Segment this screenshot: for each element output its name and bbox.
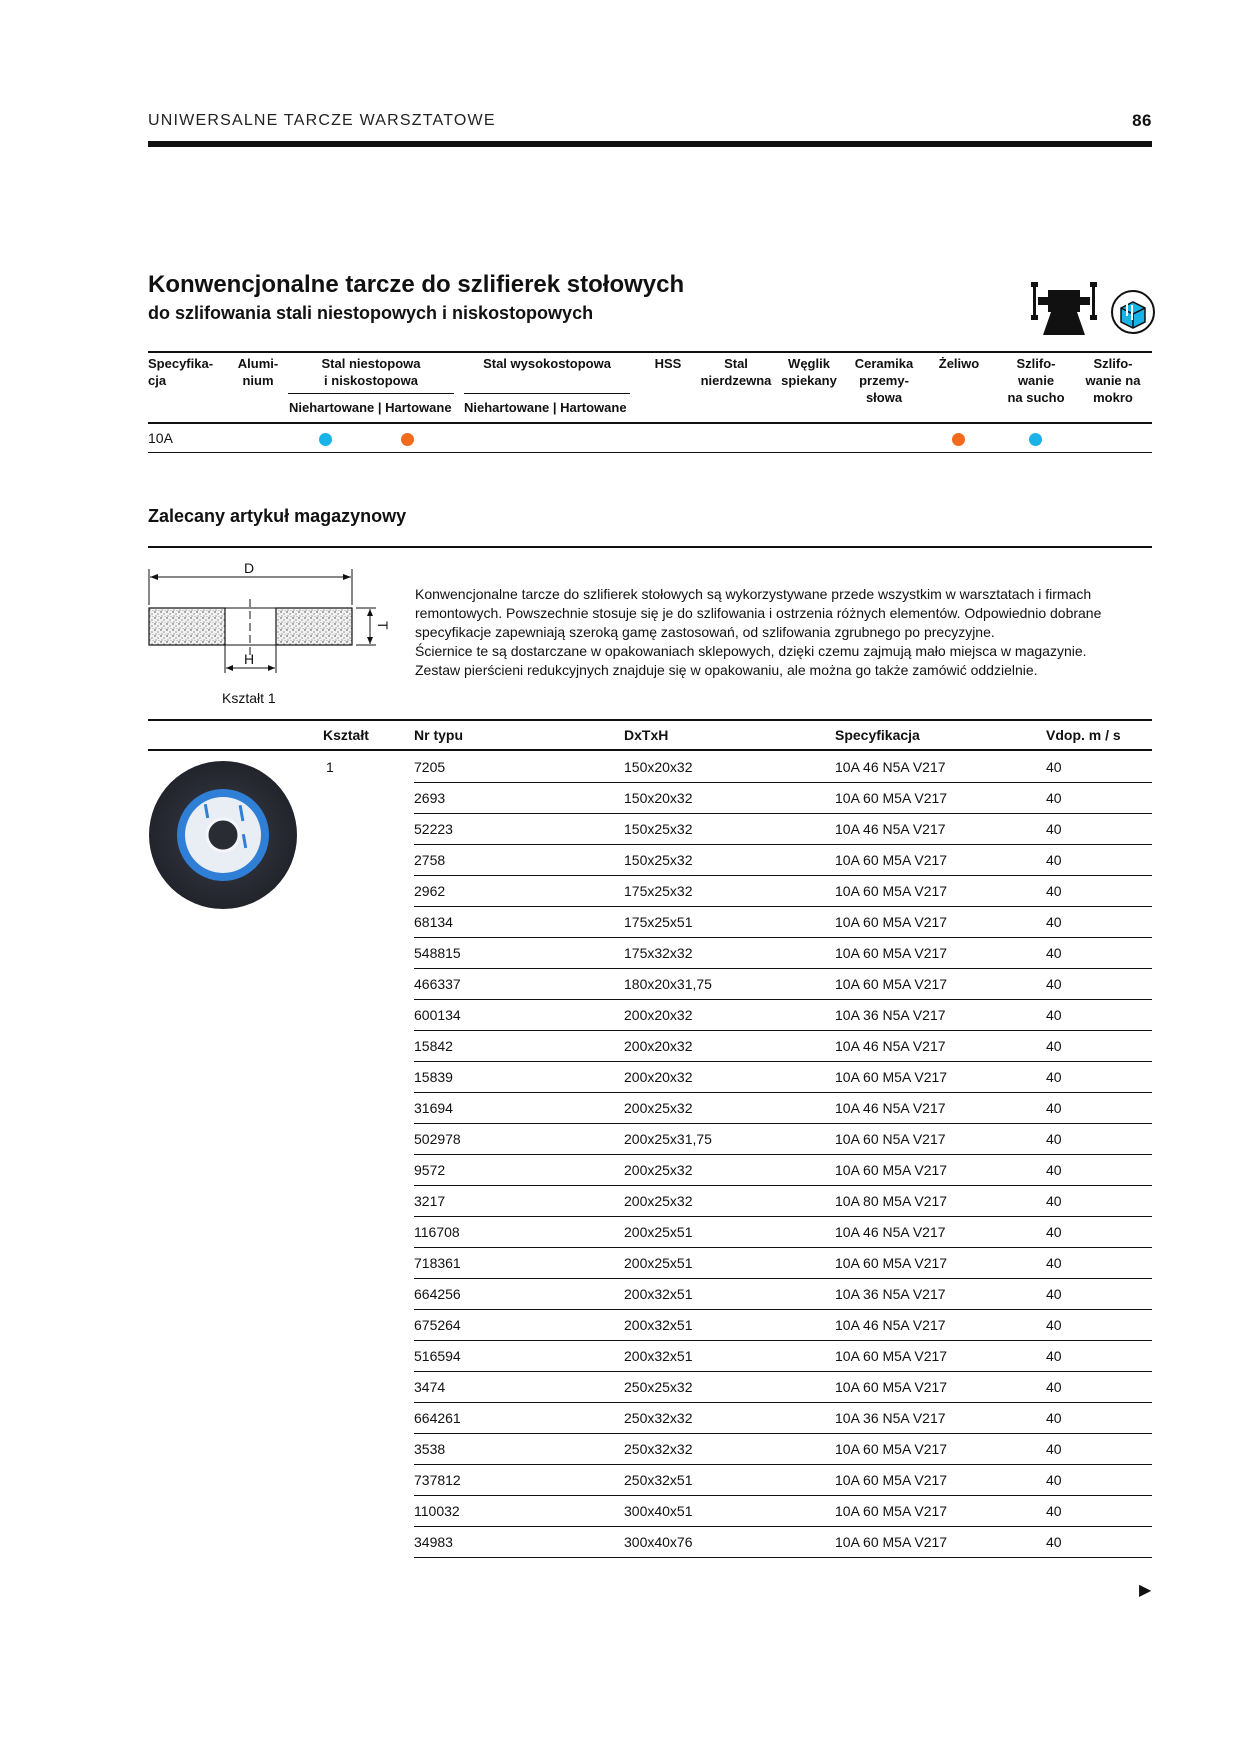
sub-header-rule [464,393,630,394]
header-szlifowanie-mokro: Szlifo- wanie na mokro [1085,356,1141,405]
cell-max-speed: 40 [1046,1255,1062,1271]
header-zeliwo: Żeliwo [938,356,980,371]
sub-header-wysokostopowa: Niehartowane | Hartowane [464,400,627,415]
page-header [148,112,1152,142]
cell-specification: 10A 60 M5A V217 [835,1534,948,1550]
sub-header-rule [288,393,454,394]
cell-specification: 10A 46 N5A V217 [835,1038,946,1054]
table-row [414,1340,1152,1372]
cell-dimensions: 150x20x32 [624,759,693,775]
table-row [414,1278,1152,1310]
cell-dimensions: 250x32x51 [624,1472,693,1488]
dimension-t-label: T [375,621,391,630]
header-stal-wysokostopowa: Stal wysokostopowa [483,356,611,371]
table-row [414,782,1152,814]
cell-type-number: 737812 [414,1472,461,1488]
table-row [414,1433,1152,1465]
coolant-icon [1110,289,1156,335]
table-row [414,1464,1152,1496]
table-row [414,999,1152,1031]
cell-type-number: 466337 [414,976,461,992]
cell-type-number: 675264 [414,1317,461,1333]
cell-dimensions: 300x40x51 [624,1503,693,1519]
stock-rule [148,546,1152,548]
cell-specification: 10A 60 M5A V217 [835,1441,948,1457]
cell-type-number: 3474 [414,1379,446,1395]
cell-type-number: 600134 [414,1007,461,1023]
cell-type-number: 9572 [414,1162,446,1178]
cell-dimensions: 200x25x32 [624,1193,693,1209]
cell-type-number: 664261 [414,1410,461,1426]
cell-max-speed: 40 [1046,1069,1062,1085]
grinding-wheel-image [148,760,298,910]
table-rule [148,351,1152,353]
cell-max-speed: 40 [1046,1317,1062,1333]
cell-max-speed: 40 [1046,1007,1062,1023]
cell-dimensions: 200x25x32 [624,1100,693,1116]
dimension-h-label: H [244,651,255,667]
cell-max-speed: 40 [1046,945,1062,961]
cell-type-number: 502978 [414,1131,461,1147]
cell-max-speed: 40 [1046,821,1062,837]
cell-max-speed: 40 [1046,1131,1062,1147]
cell-dimensions: 250x25x32 [624,1379,693,1395]
cell-specification: 10A 80 M5A V217 [835,1193,948,1209]
cell-specification: 10A 60 M5A V217 [835,945,948,961]
cell-max-speed: 40 [1046,914,1062,930]
cell-max-speed: 40 [1046,1286,1062,1302]
cell-specification: 10A 60 M5A V217 [835,914,948,930]
cell-max-speed: 40 [1046,1348,1062,1364]
cell-type-number: 34983 [414,1534,453,1550]
cell-dimensions: 150x20x32 [624,790,693,806]
cell-type-number: 116708 [414,1224,460,1240]
cell-max-speed: 40 [1046,790,1062,806]
cell-max-speed: 40 [1046,759,1062,775]
cell-dimensions: 200x25x51 [624,1224,693,1240]
dimension-d-label: D [244,563,255,576]
cell-type-number: 3538 [414,1441,446,1457]
cell-specification: 10A 46 N5A V217 [835,821,946,837]
cell-dimensions: 250x32x32 [624,1441,693,1457]
cell-type-number: 110032 [414,1503,460,1519]
cell-max-speed: 40 [1046,1410,1062,1426]
table-row [414,1247,1152,1279]
cell-max-speed: 40 [1046,1441,1062,1457]
cell-specification: 10A 60 M5A V217 [835,1379,948,1395]
cell-type-number: 7205 [414,759,446,775]
header-stal-nierdzewna: Stal nierdzewna [700,356,772,388]
table-row [414,1309,1152,1341]
header-specyfikacja: Specyfikacja [835,727,920,743]
cell-specification: 10A 60 M5A V217 [835,1348,948,1364]
cell-type-number: 52223 [414,821,453,837]
diagram-caption: Kształt 1 [222,690,276,706]
cell-max-speed: 40 [1046,976,1062,992]
cell-type-number: 31694 [414,1100,453,1116]
cell-dimensions: 175x25x32 [624,883,693,899]
table-row [414,1216,1152,1248]
cell-type-number: 2693 [414,790,446,806]
cell-max-speed: 40 [1046,1162,1062,1178]
sub-header-niestopowa: Niehartowane | Hartowane [289,400,452,415]
cell-specification: 10A 46 N5A V217 [835,1224,946,1240]
cell-dimensions: 200x32x51 [624,1286,693,1302]
cell-max-speed: 40 [1046,1534,1062,1550]
cell-max-speed: 40 [1046,1193,1062,1209]
next-page-arrow-icon[interactable]: ▶ [1139,1582,1152,1599]
header-nr-typu: Nr typu [414,727,463,743]
cell-dimensions: 180x20x31,75 [624,976,712,992]
header-ksztalt: Kształt [323,727,369,743]
table-row [414,1526,1152,1558]
cell-dimensions: 200x20x32 [624,1038,693,1054]
suitability-dot-sucho [1029,433,1042,446]
cell-type-number: 718361 [414,1255,461,1271]
cell-max-speed: 40 [1046,883,1062,899]
page-number: 86 [1132,111,1152,130]
header-aluminium: Alumi- nium [237,356,279,388]
suitability-dot-hartowane [401,433,414,446]
table-row [414,1030,1152,1062]
header-dxtxh: DxTxH [624,727,669,743]
cell-specification: 10A 60 M5A V217 [835,1069,948,1085]
cell-type-number: 15842 [414,1038,453,1054]
cell-type-number: 516594 [414,1348,461,1364]
header-szlifowanie-sucho: Szlifo- wanie na sucho [1007,356,1065,405]
cell-dimensions: 200x32x51 [624,1317,693,1333]
cell-max-speed: 40 [1046,1503,1062,1519]
page-subtitle: do szlifowania stali niestopowych i niskostopowych [148,303,594,323]
cell-specification: 10A 46 N5A V217 [835,1100,946,1116]
cell-max-speed: 40 [1046,1472,1062,1488]
table-row [414,1371,1152,1403]
table-row [414,1495,1152,1527]
table-rule [148,422,1152,424]
table-row [414,1061,1152,1093]
header-specyfikacja: Specyfika- cja [148,356,214,388]
cell-type-number: 2758 [414,852,446,868]
cell-type-number: 664256 [414,1286,461,1302]
cell-max-speed: 40 [1046,1100,1062,1116]
product-description: Konwencjonalne tarcze do szlifierek stołowych są wykorzystywane przede wszystkim w warsztatach i firmach remontowych. Powszechnie stosuje się je do szlifowania i ostrzenia różnych elementów. Odpowiednio dobrane specyfikacje zapewniają szeroką gamę zastosowań, od szlifowania zgrubnego po precyzyjne. Ściernice te są dostarczane w opakowaniach sklepowych, dzięki czemu zajmują mało miejsca w magazynie. Zestaw pierścieni redukcyjnych znajduje się w opakowaniu, ale można go także zamówić oddzielnie. [415,586,1102,678]
cell-dimensions: 200x20x32 [624,1069,693,1085]
cell-max-speed: 40 [1046,1224,1062,1240]
cell-specification: 10A 60 M5A V217 [835,1162,948,1178]
cell-specification: 10A 60 M5A V217 [835,1472,948,1488]
cell-dimensions: 250x32x32 [624,1410,693,1426]
shape-value: 1 [326,759,334,775]
cell-type-number: 2962 [414,883,446,899]
cell-type-number: 68134 [414,914,453,930]
header-stal-niestopowa: Stal niestopowa i niskostopowa [321,356,421,388]
table-rule [148,452,1152,453]
cell-max-speed: 40 [1046,852,1062,868]
cell-specification: 10A 36 N5A V217 [835,1007,946,1023]
table-row [414,906,1152,938]
header-hss: HSS [654,356,682,371]
spec-row-label: 10A [148,430,173,446]
table-row [414,1154,1152,1186]
cell-specification: 10A 36 N5A V217 [835,1286,946,1302]
cell-dimensions: 300x40x76 [624,1534,693,1550]
cell-specification: 10A 60 M5A V217 [835,1503,948,1519]
cell-specification: 10A 60 M5A V217 [835,1255,948,1271]
specification-table [148,351,1152,455]
table-row [414,751,1152,783]
page-title: Konwencjonalne tarcze do szlifierek stołowych [148,271,685,298]
cell-dimensions: 200x20x32 [624,1007,693,1023]
cell-type-number: 15839 [414,1069,453,1085]
cell-max-speed: 40 [1046,1379,1062,1395]
cell-specification: 10A 60 M5A V217 [835,790,948,806]
table-row [414,1185,1152,1217]
cell-dimensions: 150x25x32 [624,821,693,837]
cell-specification: 10A 46 N5A V217 [835,1317,946,1333]
section-title: UNIWERSALNE TARCZE WARSZTATOWE [148,112,496,129]
cell-specification: 10A 46 N5A V217 [835,759,946,775]
table-row [414,875,1152,907]
suitability-dot-zeliwo [952,433,965,446]
cell-specification: 10A 60 M5A V217 [835,883,948,899]
cell-dimensions: 200x25x31,75 [624,1131,712,1147]
stock-section-title: Zalecany artykuł magazynowy [148,506,407,526]
header-weglik: Węglik spiekany [781,356,837,388]
cell-dimensions: 175x32x32 [624,945,693,961]
header-ceramika: Ceramika przemy- słowa [854,356,914,405]
cell-dimensions: 200x25x51 [624,1255,693,1271]
table-row [414,1402,1152,1434]
table-row [414,968,1152,1000]
table-row [414,813,1152,845]
table-row [414,937,1152,969]
cell-specification: 10A 60 M5A V217 [835,976,948,992]
cell-dimensions: 175x25x51 [624,914,693,930]
cell-max-speed: 40 [1046,1038,1062,1054]
table-row [414,1092,1152,1124]
cell-type-number: 3217 [414,1193,446,1209]
table-rule [148,719,1152,721]
header-vdop: Vdop. m / s [1046,727,1121,743]
cell-specification: 10A 36 N5A V217 [835,1410,946,1426]
cell-specification: 10A 60 N5A V217 [835,1131,946,1147]
cell-dimensions: 200x32x51 [624,1348,693,1364]
cell-dimensions: 150x25x32 [624,852,693,868]
table-row [414,844,1152,876]
suitability-dot-niehartowane [319,433,332,446]
header-rule [148,141,1152,147]
bench-grinder-icon [1029,280,1099,336]
cell-type-number: 548815 [414,945,461,961]
cell-specification: 10A 60 M5A V217 [835,852,948,868]
cell-dimensions: 200x25x32 [624,1162,693,1178]
table-row [414,1123,1152,1155]
